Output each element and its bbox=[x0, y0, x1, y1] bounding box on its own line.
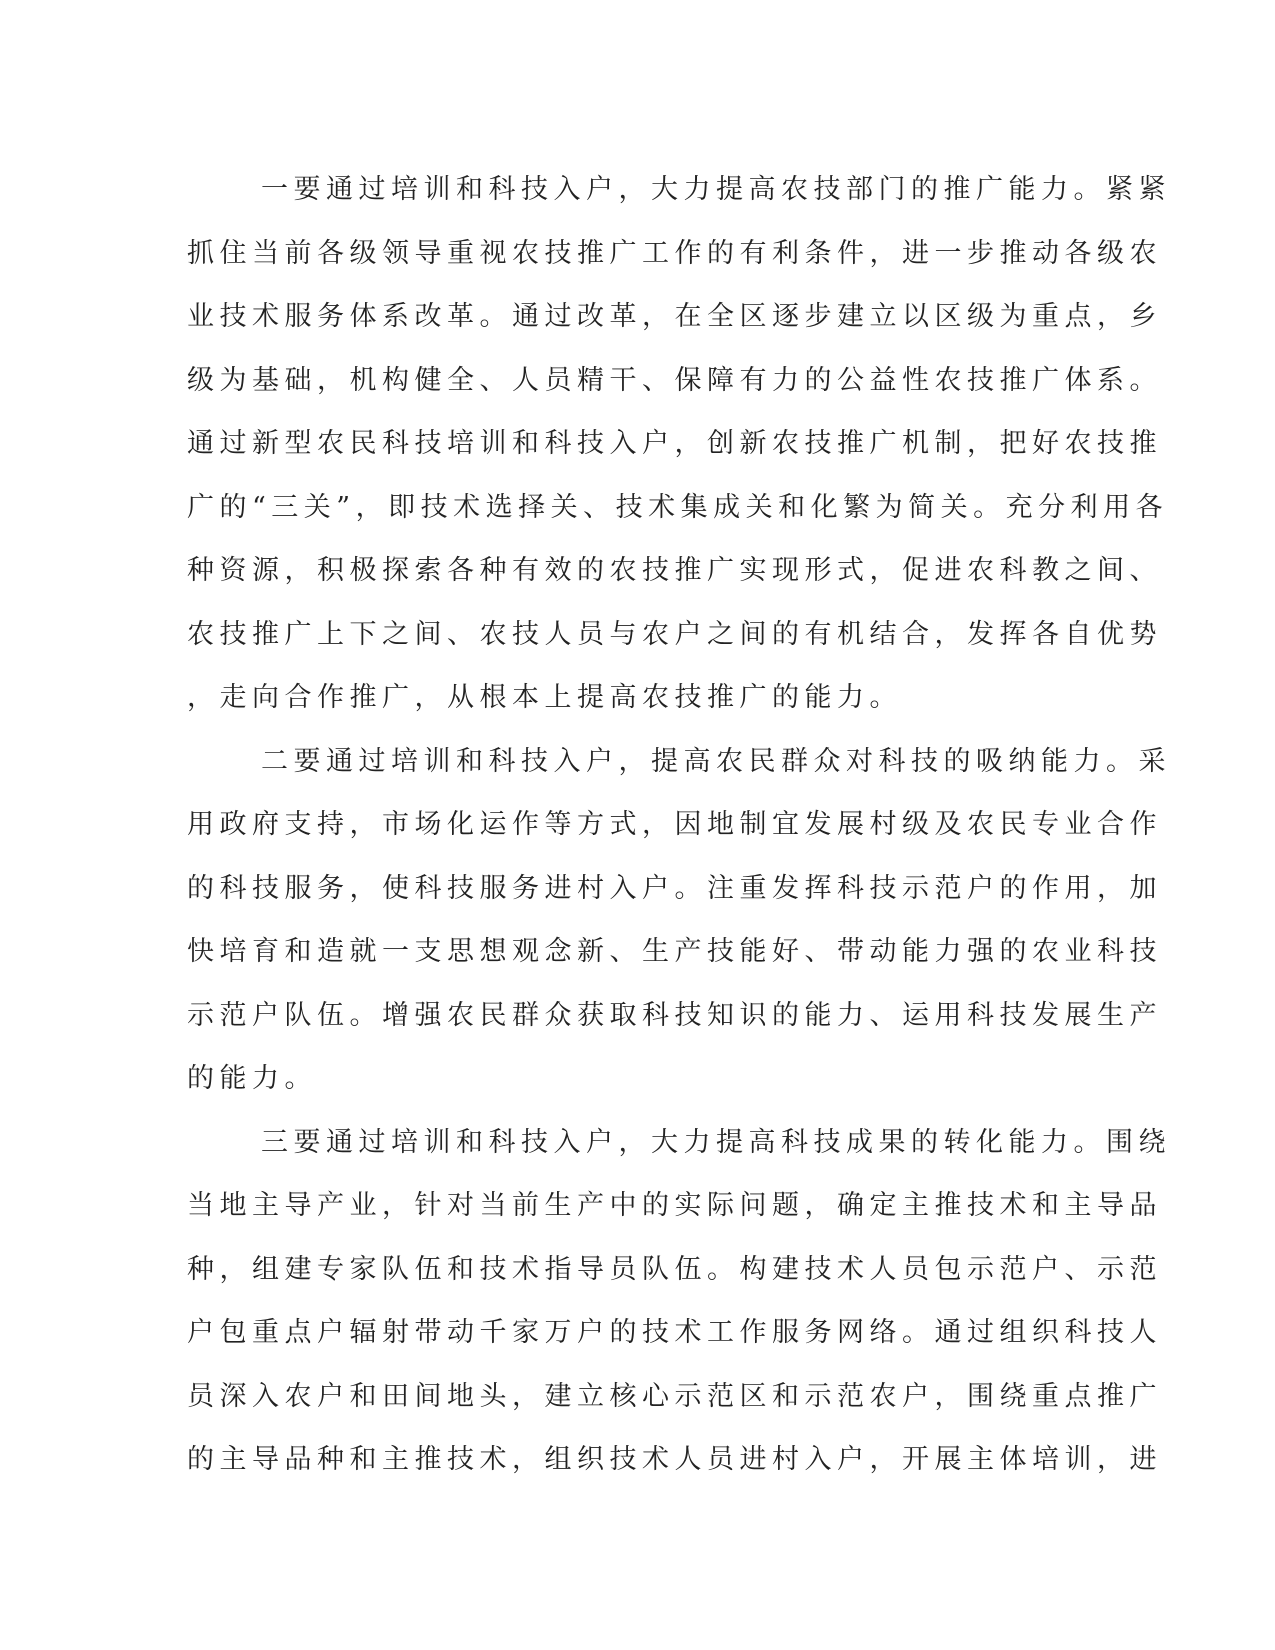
text-line: 的主导品种和主推技术，组织技术人员进村入户，开展主体培训，进 bbox=[187, 1444, 1162, 1475]
text-line: 的科技服务，使科技服务进村入户。注重发挥科技示范户的作用，加 bbox=[187, 872, 1162, 904]
text-line: 通过新型农民科技培训和科技入户，创新农技推广机制，把好农技推 bbox=[187, 428, 1162, 459]
text-line: 示范户队伍。增强农民群众获取科技知识的能力、运用科技发展生产 bbox=[187, 999, 1162, 1031]
text-line: 一要通过培训和科技入户，大力提高农技部门的推广能力。紧紧 bbox=[261, 174, 1171, 205]
text-line: 的能力。 bbox=[187, 1063, 317, 1094]
text-line: 三要通过培训和科技入户，大力提高科技成果的转化能力。围绕 bbox=[261, 1126, 1171, 1158]
text-line: 员深入农户和田间地头，建立核心示范区和示范农户，围绕重点推广 bbox=[187, 1380, 1162, 1412]
body-text bbox=[187, 158, 1171, 1492]
paragraph-3 bbox=[187, 1111, 1171, 1492]
text-line: 业技术服务体系改革。通过改革，在全区逐步建立以区级为重点，乡 bbox=[187, 301, 1162, 332]
text-line: 种资源，积极探索各种有效的农技推广实现形式，促进农科教之间、 bbox=[187, 555, 1162, 586]
text-line: 农技推广上下之间、农技人员与农户之间的有机结合，发挥各自优势 bbox=[187, 618, 1162, 650]
text-line: ，走向合作推广，从根本上提高农技推广的能力。 bbox=[187, 682, 902, 713]
text-line: 抓住当前各级领导重视农技推广工作的有利条件，进一步推动各级农 bbox=[187, 237, 1162, 269]
text-line: 二要通过培训和科技入户，提高农民群众对科技的吸纳能力。采 bbox=[261, 745, 1171, 777]
text-line: 级为基础，机构健全、人员精干、保障有力的公益性农技推广体系。 bbox=[187, 364, 1162, 396]
paragraph-2 bbox=[187, 730, 1171, 1111]
text-line: 当地主导产业，针对当前生产中的实际问题，确定主推技术和主导品 bbox=[187, 1190, 1162, 1221]
text-line: 快培育和造就一支思想观念新、生产技能好、带动能力强的农业科技 bbox=[187, 936, 1162, 967]
paragraph-1 bbox=[187, 158, 1171, 730]
text-line: 种，组建专家队伍和技术指导员队伍。构建技术人员包示范户、示范 bbox=[187, 1253, 1162, 1285]
text-line: 广的“三关”，即技术选择关、技术集成关和化繁为简关。充分利用各 bbox=[187, 491, 1169, 523]
text-line: 用政府支持，市场化运作等方式，因地制宜发展村级及农民专业合作 bbox=[187, 809, 1162, 840]
text-line: 户包重点户辐射带动千家万户的技术工作服务网络。通过组织科技人 bbox=[187, 1317, 1162, 1348]
